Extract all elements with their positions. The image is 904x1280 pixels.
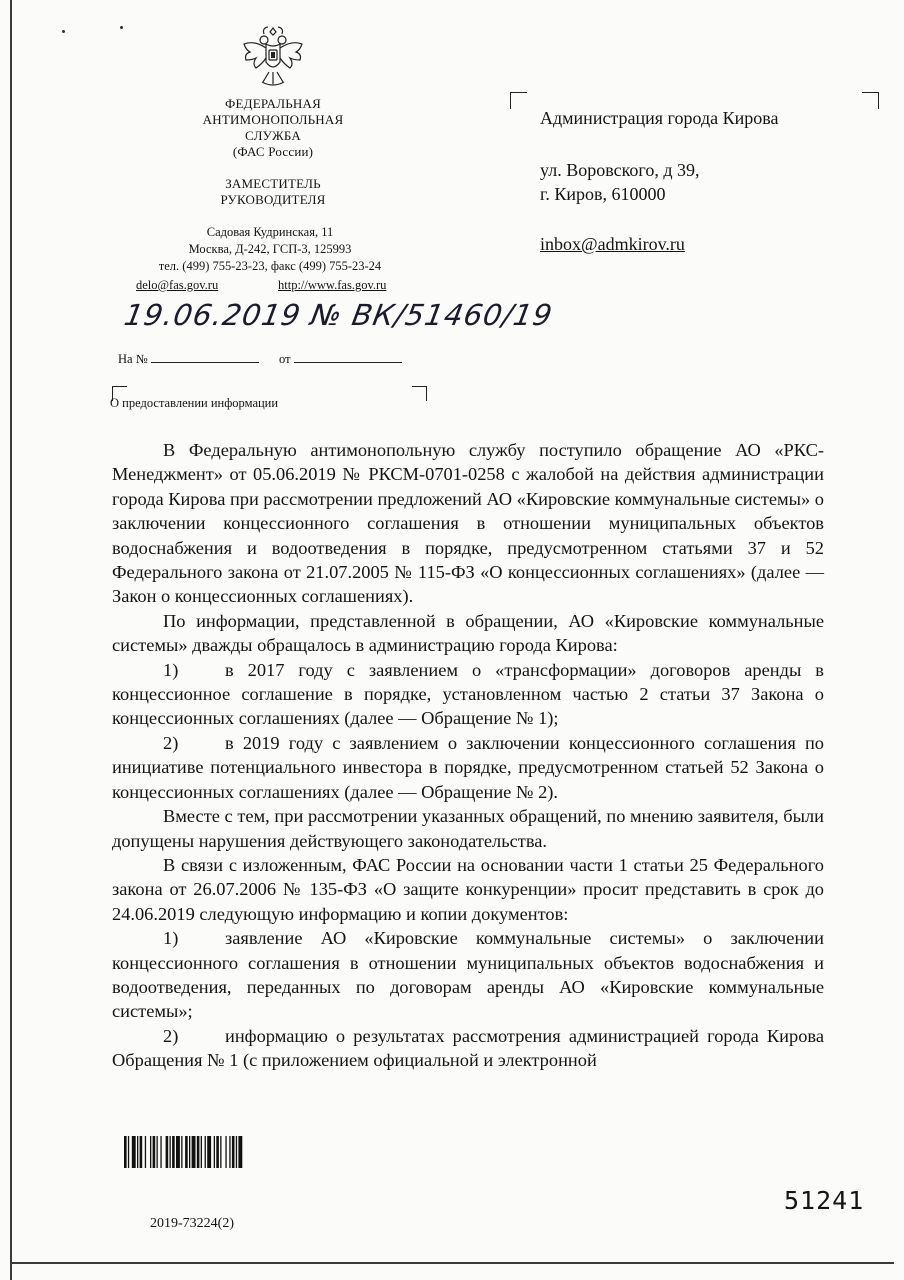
body-paragraph: По информации, представленной в обращении, АО «Кировские коммунальные системы» дважды обращалось в администрацию города Кирова: <box>112 610 824 656</box>
scan-speck <box>120 26 123 29</box>
letter-body <box>112 438 824 1073</box>
sender-organization <box>150 96 396 160</box>
list-item-number: 2) <box>163 1025 179 1046</box>
scan-speck <box>62 30 65 33</box>
reference-row <box>118 352 402 367</box>
sender-address <box>110 224 430 275</box>
body-paragraph: В связи с изложенным, ФАС России на основании части 1 статьи 25 Федерального закона от 26.07.2006 № 135-ФЗ «О защите конкуренции» просит представить в срок до 24.06.2019 следующую информацию и копии документов: <box>112 854 824 924</box>
body-paragraph: Вместе с тем, при рассмотрении указанных обращений, по мнению заявителя, были допущены нарушения действующего законодательства. <box>112 806 824 851</box>
recipient-email-link[interactable]: inbox@admkirov.ru <box>540 234 685 254</box>
sender-website-link[interactable]: http://www.fas.gov.ru <box>278 278 387 292</box>
reference-date-label: от <box>279 352 291 366</box>
list-item <box>112 926 824 1024</box>
recipient-corner-mark <box>510 92 527 109</box>
list-item-number: 1) <box>163 928 179 949</box>
recipient-name: Администрация города Кирова <box>540 108 779 128</box>
sender-email-link[interactable]: delo@fas.gov.ru <box>136 278 219 292</box>
document-number: 51241 <box>784 1186 865 1215</box>
letter-subject: О предоставлении информации <box>110 396 279 410</box>
sender-position <box>150 176 396 208</box>
list-item-text: в 2017 году с заявлением о «трансформации» договоров аренды в концессионное соглашение в порядке, установленном частью 2 статьи 37 Закона о концессионных соглашениях (далее — Обращение № 1); <box>112 659 824 729</box>
reference-date-blank <box>294 352 402 363</box>
recipient-street: ул. Воровского, д 39, <box>540 160 700 180</box>
scan-border-bottom <box>10 1262 894 1264</box>
org-line: ФЕДЕРАЛЬНАЯ <box>225 96 321 111</box>
handwritten-outgoing-number: 19.06.2019 № ВК/51460/19 <box>121 298 556 332</box>
position-line: ЗАМЕСТИТЕЛЬ <box>225 176 321 191</box>
address-line: Садовая Кудринская, 11 <box>206 225 334 239</box>
address-line: Москва, Д-242, ГСП-3, 125993 <box>188 242 352 256</box>
address-line: тел. (499) 755-23-23, факс (499) 755-23-24 <box>158 259 382 273</box>
document-code: 2019-73224(2) <box>150 1216 234 1231</box>
subject-corner-mark <box>412 386 427 401</box>
org-line: АНТИМОНОПОЛЬНАЯ <box>202 112 344 127</box>
position-line: РУКОВОДИТЕЛЯ <box>220 192 326 207</box>
scan-border-left <box>10 0 12 1280</box>
list-item-number: 1) <box>163 659 179 680</box>
recipient-corner-mark <box>862 92 879 109</box>
org-line: (ФАС России) <box>232 144 314 159</box>
document-barcode <box>124 1136 320 1168</box>
reference-number-blank <box>151 352 259 363</box>
list-item <box>112 731 824 804</box>
list-item <box>112 658 824 731</box>
list-item-text: заявление АО «Кировские коммунальные системы» о заключении концессионного соглашения в отношении муниципальных объектов водоснабжения и водоотведения, переданных по договорам аренды АО «Кировские коммунальные системы»; <box>112 928 824 1022</box>
recipient-city: г. Киров, 610000 <box>540 184 666 204</box>
list-item-text: в 2019 году с заявлением о заключении концессионного соглашения по инициативе потенциального инвестора в порядке, предусмотренном статьей 52 Закона о концессионных соглашениях (далее — Обращение № 2). <box>112 732 824 802</box>
org-line: СЛУЖБА <box>245 128 301 143</box>
list-item-text: информацию о результатах рассмотрения администрацией города Кирова Обращения № 1 (с приложением официальной и электронной <box>112 1025 824 1071</box>
body-paragraph: В Федеральную антимонопольную службу поступило обращение АО «РКС-Менеджмент» от 05.06.2019 № РКСМ-0701-0258 с жалобой на действия администрации города Кирова при рассмотрении предложений АО «Кировские коммунальные системы» о заключении концессионного соглашения в отношении муниципальных объектов водоснабжения и водоотведения в порядке, предусмотренном статьями 37 и 52 Федерального закона от 21.07.2005 № 115-ФЗ «О концессионных соглашениях» (далее — Закон о концессионных соглашениях). <box>112 440 824 607</box>
list-item <box>112 1024 824 1073</box>
coat-of-arms-icon <box>236 20 310 94</box>
reference-number-label: На № <box>118 352 148 366</box>
list-item-number: 2) <box>163 732 179 753</box>
